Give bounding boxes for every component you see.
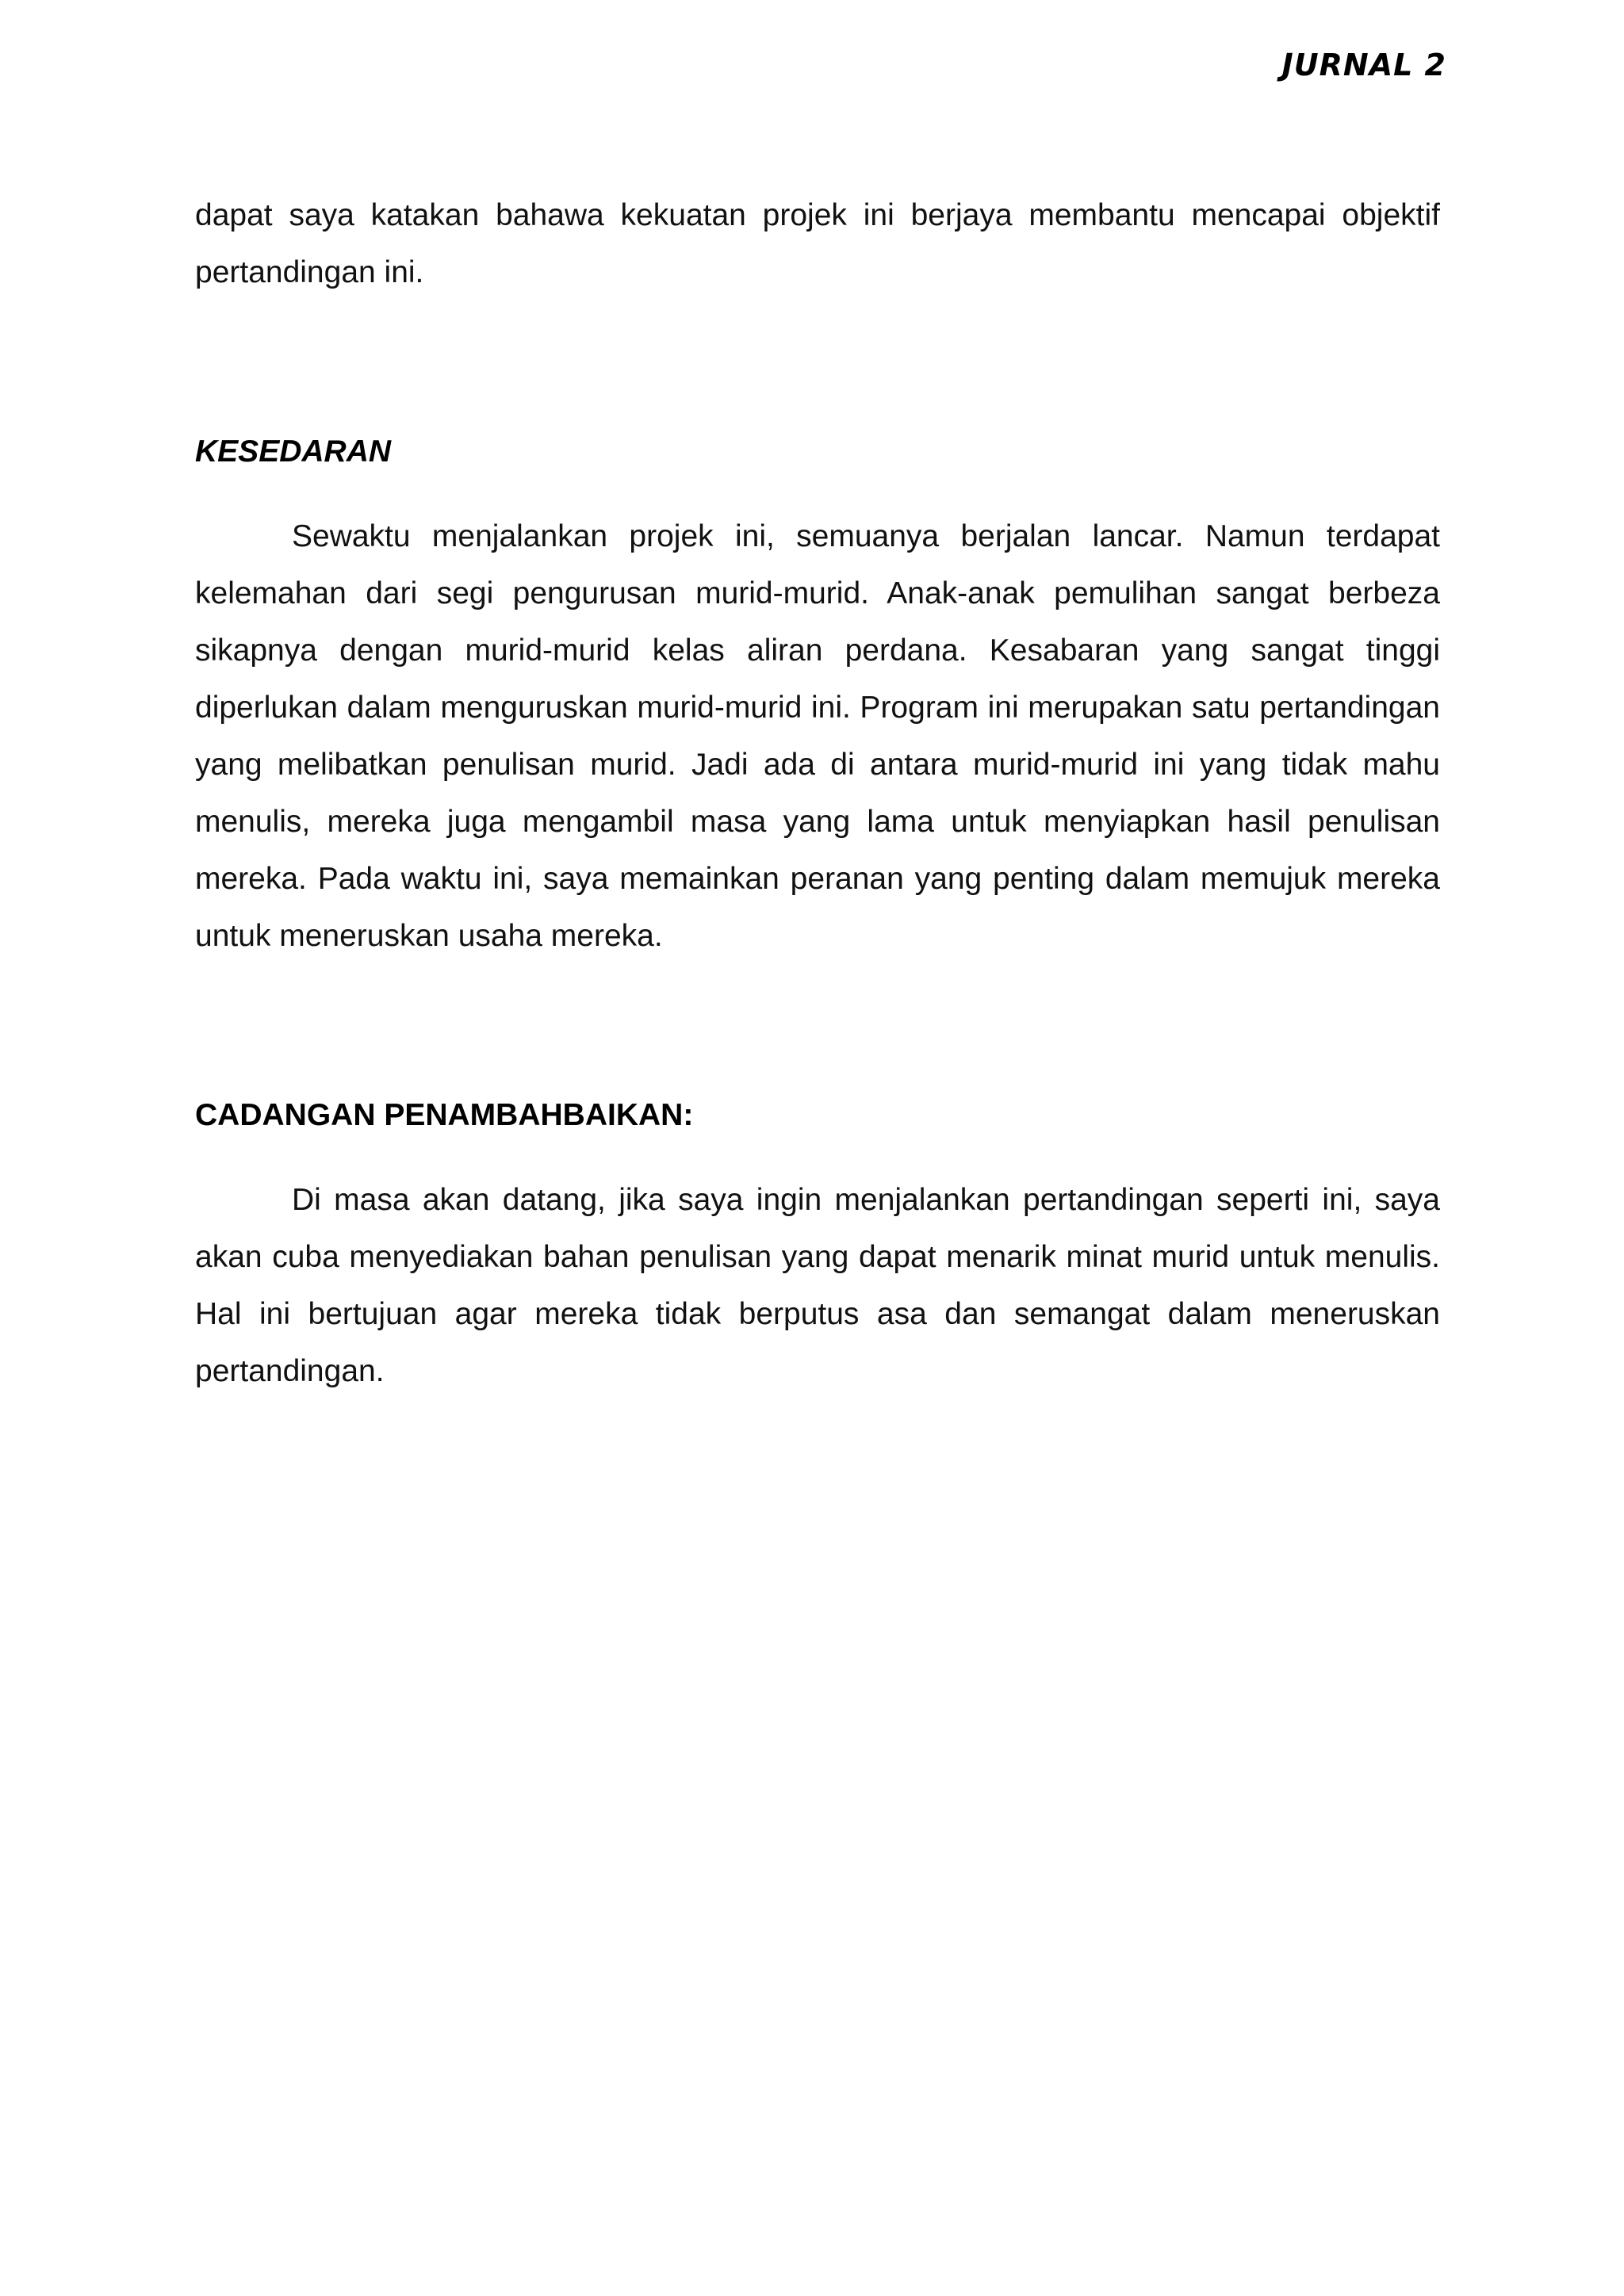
heading-spacer: [195, 1144, 1440, 1172]
running-header: JURNAL 2: [1281, 48, 1446, 82]
intro-paragraph: dapat saya katakan bahawa kekuatan projek ini berjaya membantu mencapai objektif pertandingan ini.: [195, 198, 1440, 289]
heading-spacer: [195, 480, 1440, 508]
page-content: [195, 187, 1440, 1400]
cadangan-heading: CADANGAN PENAMBAHBAIKAN:: [195, 1098, 694, 1132]
kesedaran-heading: KESEDARAN: [195, 434, 392, 469]
section-spacer: [195, 965, 1440, 1087]
cadangan-paragraph: Di masa akan datang, jika saya ingin menjalankan pertandingan seperti ini, saya akan cuba menyediakan bahan penulisan yang dapat menarik minat murid untuk menulis. Hal ini bertujuan agar mereka tidak berputus asa dan semangat dalam meneruskan pertandingan.: [195, 1183, 1440, 1388]
section-spacer: [195, 301, 1440, 423]
kesedaran-paragraph: Sewaktu menjalankan projek ini, semuanya berjalan lancar. Namun terdapat kelemahan dari segi pengurusan murid-murid. Anak-anak pemulihan sangat berbeza sikapnya dengan murid-murid kelas aliran perdana. Kesabaran yang sangat tinggi diperlukan dalam menguruskan murid-murid ini. Program ini merupakan satu pertandingan yang melibatkan penulisan murid. Jadi ada di antara murid-murid ini yang tidak mahu menulis, mereka juga mengambil masa yang lama untuk menyiapkan hasil penulisan mereka. Pada waktu ini, saya memainkan peranan yang penting dalam memujuk mereka untuk meneruskan usaha mereka.: [195, 519, 1440, 953]
